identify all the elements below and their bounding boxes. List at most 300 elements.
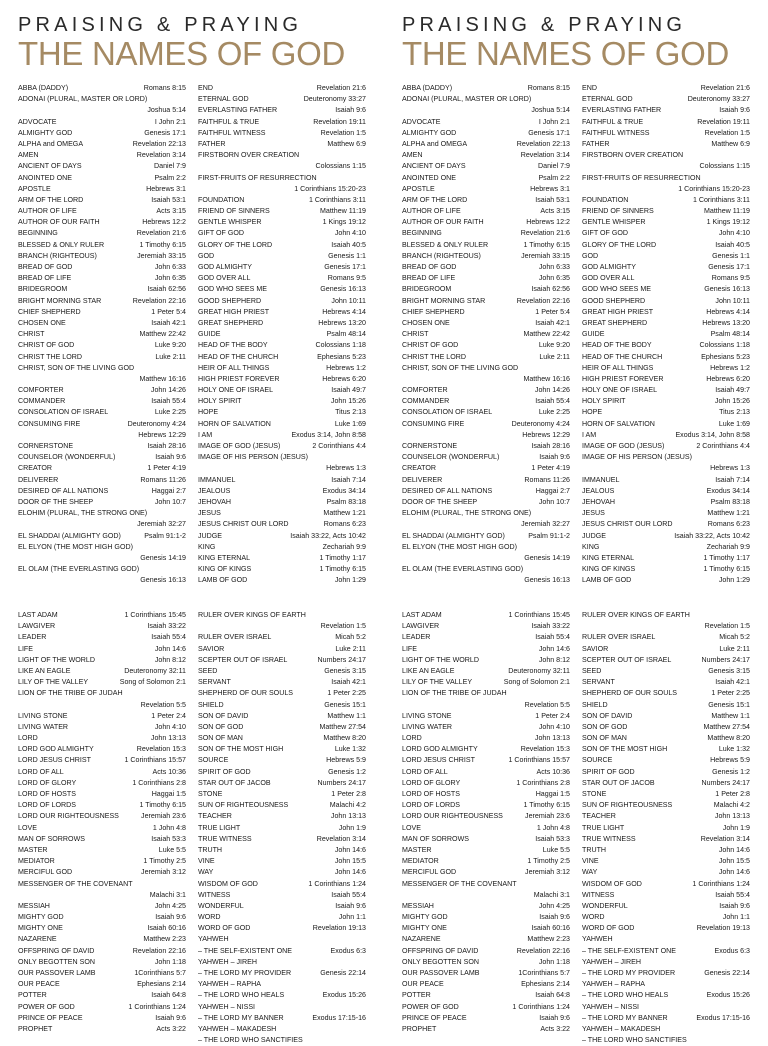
name-entry <box>18 610 186 621</box>
name-entry <box>18 979 186 990</box>
scripture-reference: Revelation 3:14 <box>700 834 750 843</box>
header-subtitle: PRAISING & PRAYING <box>402 14 687 36</box>
name-entry <box>18 441 186 452</box>
scripture-reference: Luke 2:11 <box>539 352 570 361</box>
name-entry <box>18 407 186 418</box>
scripture-reference: Exodus 3:14, John 8:58 <box>675 430 750 439</box>
divine-name: EL ELYON (THE MOST HIGH GOD) <box>18 542 133 551</box>
name-entry <box>198 486 366 497</box>
name-entry <box>198 340 366 351</box>
scripture-reference: 1 Peter 2:4 <box>535 711 570 720</box>
divine-name: COMMANDER <box>18 397 66 406</box>
divine-name: GOOD SHEPHERD <box>582 296 646 305</box>
name-entry <box>402 946 570 957</box>
scripture-reference: Matthew 1:1 <box>327 711 366 720</box>
divine-name: – THE LORD WHO SANCTIFIES <box>198 1036 303 1045</box>
scripture-reference: Deuteronomy 4:24 <box>511 419 570 428</box>
scripture-reference: Ephesians 2:14 <box>521 980 570 989</box>
scripture-reference: John 14:26 <box>534 386 570 395</box>
name-entry <box>582 105 750 116</box>
name-entry <box>18 307 186 318</box>
scripture-reference: Revelation 21:6 <box>136 229 186 238</box>
name-entry <box>582 284 750 295</box>
name-entry <box>582 711 750 722</box>
scripture-reference: Haggai 2:7 <box>535 486 570 495</box>
scripture-reference: Revelation 5:5 <box>140 700 186 709</box>
scripture-reference: Acts 3:22 <box>156 1024 186 1033</box>
divine-name: MESSIAH <box>402 901 434 910</box>
divine-name: YAHWEH – RAPHA <box>582 980 645 989</box>
name-entry <box>582 946 750 957</box>
name-entry <box>18 296 186 307</box>
name-entry <box>198 845 366 856</box>
divine-name: FATHER <box>198 139 226 148</box>
divine-name: EL OLAM (THE EVERLASTING GOD) <box>18 565 140 574</box>
divine-name: ONLY BEGOTTEN SON <box>402 957 479 966</box>
name-entry <box>198 968 366 979</box>
divine-name: SON OF DAVID <box>582 711 633 720</box>
name-entry <box>198 879 366 890</box>
name-entry <box>402 150 570 161</box>
divine-name: IMAGE OF HIS PERSON (JESUS) <box>582 453 692 462</box>
divine-name: CONSOLATION OF ISRAEL <box>18 408 109 417</box>
divine-name: ELOHIM (PLURAL, THE STRONG ONE) <box>18 509 148 518</box>
divine-name: LAWGIVER <box>402 622 440 631</box>
divine-name: GIFT OF GOD <box>582 229 628 238</box>
name-entry <box>582 217 750 228</box>
divine-name: LAWGIVER <box>18 622 56 631</box>
name-entry <box>198 475 366 486</box>
name-entry <box>582 610 750 632</box>
divine-name: EVERLASTING FATHER <box>582 106 662 115</box>
scripture-reference: Isaiah 9:6 <box>335 901 366 910</box>
divine-name: – THE LORD MY BANNER <box>582 1013 668 1022</box>
divine-name: EL SHADDAI (ALMIGHTY GOD) <box>402 531 505 540</box>
scripture-reference: John 4:25 <box>154 901 186 910</box>
divine-name: BEGINNING <box>18 229 58 238</box>
divine-name: LEADER <box>18 633 47 642</box>
scripture-reference: Romans 8:15 <box>143 84 186 92</box>
divine-name: ALPHA and OMEGA <box>402 139 468 148</box>
divine-name: MESSENGER OF THE COVENANT <box>18 879 133 888</box>
scripture-reference: Isaiah 60:16 <box>531 924 570 933</box>
scripture-reference: Revelation 19:11 <box>697 117 750 126</box>
divine-name: VINE <box>582 857 599 866</box>
divine-name: HOPE <box>198 408 219 417</box>
name-entry <box>582 823 750 834</box>
divine-name: AMEN <box>402 151 423 160</box>
divine-name: TRUE LIGHT <box>198 823 241 832</box>
name-entry <box>402 767 570 778</box>
scripture-reference: Isaiah 55:4 <box>715 890 750 899</box>
divine-name: LILY OF THE VALLEY <box>18 678 89 687</box>
divine-name: BRIDEGROOM <box>402 285 452 294</box>
name-entry <box>582 1024 750 1035</box>
name-entry <box>402 1024 570 1035</box>
scripture-reference: Jeremiah 3:12 <box>141 868 186 877</box>
divine-name: BRIGHT MORNING STAR <box>18 296 102 305</box>
divine-name: MEDIATOR <box>402 857 439 866</box>
scripture-reference: 1 Peter 2:8 <box>715 790 750 799</box>
divine-name: JEALOUS <box>582 486 615 495</box>
name-entry <box>582 452 750 474</box>
scripture-reference: John 14:6 <box>718 868 750 877</box>
divine-name: ARM OF THE LORD <box>18 195 84 204</box>
scripture-reference: 1 Corinthians 3:11 <box>692 195 750 204</box>
scripture-reference: Acts 10:36 <box>152 767 186 776</box>
scripture-reference: Isaiah 53:1 <box>535 195 570 204</box>
names-column <box>198 83 366 586</box>
divine-name: LIKE AN EAGLE <box>402 666 455 675</box>
name-entry <box>198 811 366 822</box>
name-entry <box>582 486 750 497</box>
scripture-reference: Isaiah 42:1 <box>331 678 366 687</box>
name-entry <box>198 497 366 508</box>
divine-name: POTTER <box>402 991 431 1000</box>
divine-name: APOSTLE <box>18 184 51 193</box>
divine-name: LAST ADAM <box>402 611 442 619</box>
scripture-reference: Genesis 14:19 <box>140 553 186 562</box>
divine-name: OUR PASSOVER LAMB <box>18 969 96 978</box>
name-entry <box>198 128 366 139</box>
scripture-reference: Isaiah 55:4 <box>331 890 366 899</box>
divine-name: – THE LORD WHO SANCTIFIES <box>582 1036 687 1045</box>
divine-name: CREATOR <box>402 464 437 473</box>
scripture-reference: Revelation 3:14 <box>316 834 366 843</box>
name-entry <box>18 946 186 957</box>
divine-name: PRINCE OF PEACE <box>18 1013 83 1022</box>
divine-name: CORNERSTONE <box>402 442 458 451</box>
scripture-reference: Isaiah 9:6 <box>155 1013 186 1022</box>
divine-name: FIRST-FRUITS OF RESURRECTION <box>198 173 317 182</box>
divine-name: LORD <box>18 734 38 743</box>
divine-name: HORN OF SALVATION <box>198 419 271 428</box>
divine-name: SOURCE <box>198 756 229 765</box>
scripture-reference: Luke 2:25 <box>154 408 186 417</box>
divine-name: ELOHIM (PLURAL, THE STRONG ONE) <box>402 509 532 518</box>
name-entry <box>198 318 366 329</box>
divine-name: HOLY SPIRIT <box>582 397 626 406</box>
name-entry <box>582 856 750 867</box>
name-entry <box>582 396 750 407</box>
header-title: THE NAMES OF GOD <box>18 35 346 72</box>
scripture-reference: Psalm 83:18 <box>326 497 366 506</box>
scripture-reference: Exodus 15:26 <box>706 991 750 1000</box>
scripture-reference: Revelation 15:3 <box>520 745 570 754</box>
divine-name: IMMANUEL <box>198 475 236 484</box>
divine-name: – THE LORD MY PROVIDER <box>198 969 292 978</box>
name-entry <box>18 228 186 239</box>
scripture-reference: Haggai 2:7 <box>151 486 186 495</box>
name-entry <box>582 374 750 385</box>
divine-name: HEAD OF THE BODY <box>582 341 652 350</box>
divine-name: COUNSELOR (WONDERFUL) <box>402 453 500 462</box>
name-entry <box>582 329 750 340</box>
scripture-reference: Genesis 1:2 <box>328 767 366 776</box>
name-entry <box>582 352 750 363</box>
scripture-reference: Hebrews 6:20 <box>706 374 750 383</box>
scripture-reference: Luke 1:69 <box>334 419 366 428</box>
divine-name: COUNSELOR (WONDERFUL) <box>18 453 116 462</box>
name-entry <box>198 139 366 150</box>
scripture-reference: John 13:13 <box>330 812 366 821</box>
name-entry <box>198 441 366 452</box>
scripture-reference: Revelation 1:5 <box>320 622 366 631</box>
scripture-reference: John 14:6 <box>154 644 186 653</box>
divine-name: KING ETERNAL <box>582 553 635 562</box>
name-entry <box>18 262 186 273</box>
name-entry <box>582 139 750 150</box>
divine-name: IMMANUEL <box>582 475 620 484</box>
divine-name: CORNERSTONE <box>18 442 74 451</box>
name-entry <box>582 979 750 990</box>
name-entry <box>198 711 366 722</box>
name-entry <box>582 767 750 778</box>
scripture-reference: John 14:6 <box>334 845 366 854</box>
divine-name: PROPHET <box>402 1024 437 1033</box>
scripture-reference: Hebrews 1:3 <box>326 464 366 473</box>
divine-name: CONSUMING FIRE <box>18 419 81 428</box>
name-entry <box>402 934 570 945</box>
divine-name: TRUTH <box>198 845 223 854</box>
name-entry <box>18 128 186 139</box>
name-entry <box>198 195 366 206</box>
name-entry <box>198 778 366 789</box>
divine-name: JEALOUS <box>198 486 231 495</box>
scripture-reference: 1 Peter 4:19 <box>531 464 570 473</box>
scripture-reference: Malachi 3:1 <box>149 890 186 899</box>
scripture-reference: Revelation 1:5 <box>320 128 366 137</box>
divine-name: ANCIENT OF DAYS <box>18 162 82 171</box>
divine-name: ALMIGHTY GOD <box>402 128 457 137</box>
scripture-reference: John 4:10 <box>718 229 750 238</box>
scripture-reference: John 13:13 <box>534 734 570 743</box>
divine-name: IMAGE OF GOD (JESUS) <box>198 442 281 451</box>
name-entry <box>198 733 366 744</box>
divine-name: KING <box>582 542 600 551</box>
scripture-reference: Jeremiah 33:15 <box>137 251 186 260</box>
name-entry <box>198 262 366 273</box>
name-entry <box>18 1013 186 1024</box>
scripture-reference: Colossians 1:18 <box>699 341 750 350</box>
divine-name: ETERNAL GOD <box>198 95 249 104</box>
scripture-reference: Isaiah 9:6 <box>155 913 186 922</box>
name-entry <box>582 968 750 979</box>
scripture-reference: 2 Corinthians 4:4 <box>312 442 366 451</box>
divine-name: LORD OUR RIGHTEOUSNESS <box>18 812 119 821</box>
divine-name: I AM <box>198 430 213 439</box>
scripture-reference: Matthew 1:21 <box>323 509 366 518</box>
scripture-reference: Isaiah 9:6 <box>719 901 750 910</box>
scripture-reference: John 14:6 <box>718 845 750 854</box>
name-entry <box>582 296 750 307</box>
divine-name: BRANCH (RIGHTEOUS) <box>18 251 97 260</box>
scripture-reference: Hebrews 3:1 <box>530 184 570 193</box>
name-entry <box>198 385 366 396</box>
divine-name: WORD OF GOD <box>582 924 635 933</box>
divine-name: BREAD OF GOD <box>402 263 457 272</box>
scripture-reference: Isaiah 42:1 <box>715 678 750 687</box>
name-entry <box>582 677 750 688</box>
divine-name: LAST ADAM <box>18 611 58 619</box>
name-entry <box>402 823 570 834</box>
scripture-reference: 1 Corinthians 15:57 <box>124 756 186 765</box>
divine-name: HEIR OF ALL THINGS <box>582 363 654 372</box>
divine-name: MESSENGER OF THE COVENANT <box>402 879 517 888</box>
name-entry <box>18 340 186 351</box>
name-entry <box>402 957 570 968</box>
scripture-reference: Matthew 8:20 <box>323 734 366 743</box>
name-entry <box>582 923 750 934</box>
name-entry <box>198 1013 366 1024</box>
divine-name: DESIRED OF ALL NATIONS <box>402 486 493 495</box>
name-entry <box>402 396 570 407</box>
name-entry <box>18 83 186 94</box>
name-entry <box>402 161 570 172</box>
name-entry <box>18 352 186 363</box>
scripture-reference: 1 Timothy 1:17 <box>319 553 366 562</box>
name-entry <box>18 632 186 643</box>
divine-name: FIRSTBORN OVER CREATION <box>582 151 684 160</box>
divine-name: CHRIST THE LORD <box>402 352 466 361</box>
divine-name: LORD GOD ALMIGHTY <box>402 745 478 754</box>
divine-name: POWER OF GOD <box>402 1002 459 1011</box>
scripture-reference: Revelation 22:16 <box>516 946 570 955</box>
divine-name: JESUS <box>582 509 605 518</box>
scripture-reference: John 1:1 <box>338 913 366 922</box>
name-entry <box>402 879 570 901</box>
divine-name: ABBA (DADDY) <box>18 84 69 92</box>
name-entry <box>582 700 750 711</box>
divine-name: DELIVERER <box>402 475 443 484</box>
scripture-reference: John 8:12 <box>538 655 570 664</box>
divine-name: STAR OUT OF JACOB <box>582 778 655 787</box>
name-entry <box>402 173 570 184</box>
scripture-reference: Psalm 48:14 <box>326 330 366 339</box>
header-subtitle: PRAISING & PRAYING <box>18 14 303 36</box>
scripture-reference: Luke 2:25 <box>538 408 570 417</box>
name-entry <box>402 363 570 385</box>
divine-name: SON OF MAN <box>198 734 243 743</box>
name-entry <box>18 475 186 486</box>
divine-name: SERVANT <box>198 678 231 687</box>
scripture-reference: Joshua 5:14 <box>531 106 570 115</box>
scripture-reference: Luke 1:32 <box>718 745 750 754</box>
name-entry <box>582 890 750 901</box>
divine-name: YAHWEH – NISSI <box>198 1002 256 1011</box>
scripture-reference: 1 John 4:8 <box>536 823 570 832</box>
divine-name: KING <box>198 542 216 551</box>
scripture-reference: Revelation 1:5 <box>704 622 750 631</box>
scripture-reference: 1 Corinthians 15:20-23 <box>678 184 750 193</box>
divine-name: RULER OVER ISRAEL <box>582 633 656 642</box>
scripture-reference: Luke 5:5 <box>542 845 570 854</box>
name-entry <box>582 475 750 486</box>
divine-name: YAHWEH – JIREH <box>582 957 641 966</box>
scripture-reference: Genesis 16:13 <box>140 576 186 585</box>
scripture-reference: Haggai 1:5 <box>151 790 186 799</box>
name-entry <box>18 688 186 710</box>
scripture-reference: Isaiah 49:7 <box>331 386 366 395</box>
name-entry <box>402 307 570 318</box>
scripture-reference: Song of Solomon 2:1 <box>503 678 570 687</box>
name-entry <box>18 677 186 688</box>
scripture-reference: Jeremiah 23:6 <box>141 812 186 821</box>
divine-name: BREAD OF GOD <box>18 263 73 272</box>
name-entry <box>402 688 570 710</box>
scripture-reference: 1 Corinthians 1:24 <box>692 879 750 888</box>
scripture-reference: Hebrews 1:2 <box>710 363 750 372</box>
divine-name: SCEPTER OUT OF ISRAEL <box>582 655 672 664</box>
scripture-reference: Numbers 24:17 <box>317 655 366 664</box>
divine-name: BRIDEGROOM <box>18 285 68 294</box>
scripture-reference: Revelation 22:16 <box>132 946 186 955</box>
divine-name: LORD OF LORDS <box>18 801 76 810</box>
divine-name: ANOINTED ONE <box>402 173 456 182</box>
divine-name: FOUNDATION <box>198 195 245 204</box>
scripture-reference: Matthew 6:9 <box>711 139 750 148</box>
name-entry <box>198 700 366 711</box>
divine-name: SON OF MAN <box>582 734 627 743</box>
name-entry <box>18 957 186 968</box>
name-entry <box>582 755 750 766</box>
name-entry <box>402 845 570 856</box>
name-entry <box>582 789 750 800</box>
name-entry <box>582 83 750 94</box>
divine-name: ONLY BEGOTTEN SON <box>18 957 95 966</box>
divine-name: LIFE <box>18 644 33 653</box>
scripture-reference: Isaiah 42:1 <box>535 318 570 327</box>
divine-name: LAMB OF GOD <box>198 576 248 585</box>
name-entry <box>402 632 570 643</box>
names-card <box>0 0 384 585</box>
name-entry <box>18 800 186 811</box>
divine-name: LIGHT OF THE WORLD <box>18 655 95 664</box>
divine-name: GREAT HIGH PRIEST <box>198 307 270 316</box>
divine-name: POWER OF GOD <box>18 1002 75 1011</box>
divine-name: BRIGHT MORNING STAR <box>402 296 486 305</box>
name-entry <box>18 912 186 923</box>
divine-name: PROPHET <box>18 1024 53 1033</box>
divine-name: SPIRIT OF GOD <box>198 767 251 776</box>
divine-name: KING ETERNAL <box>198 553 251 562</box>
scripture-reference: Matthew 27:54 <box>703 722 750 731</box>
scripture-reference: John 6:35 <box>538 274 570 283</box>
divine-name: TRUE WITNESS <box>582 834 636 843</box>
scripture-reference: Isaiah 9:6 <box>539 1013 570 1022</box>
scripture-reference: Isaiah 53:3 <box>535 834 570 843</box>
divine-name: FAITHFUL WITNESS <box>198 128 266 137</box>
scripture-reference: John 1:29 <box>334 576 366 585</box>
name-entry <box>582 363 750 374</box>
divine-name: LOVE <box>18 823 37 832</box>
divine-name: CHRIST OF GOD <box>18 341 75 350</box>
scripture-reference: Jeremiah 33:15 <box>521 251 570 260</box>
name-entry <box>402 240 570 251</box>
scripture-reference: John 10:7 <box>154 497 186 506</box>
scripture-reference: Genesis 1:2 <box>712 767 750 776</box>
divine-name: DESIRED OF ALL NATIONS <box>18 486 109 495</box>
name-entry <box>198 407 366 418</box>
divine-name: END <box>198 84 213 92</box>
scripture-reference: John 6:33 <box>538 263 570 272</box>
scripture-reference: 1 Corinthians 3:11 <box>308 195 366 204</box>
divine-name: BLESSED & ONLY RULER <box>18 240 105 249</box>
name-entry <box>18 385 186 396</box>
scripture-reference: Matthew 1:1 <box>711 711 750 720</box>
name-entry <box>582 644 750 655</box>
scripture-reference: Genesis 22:14 <box>704 969 750 978</box>
